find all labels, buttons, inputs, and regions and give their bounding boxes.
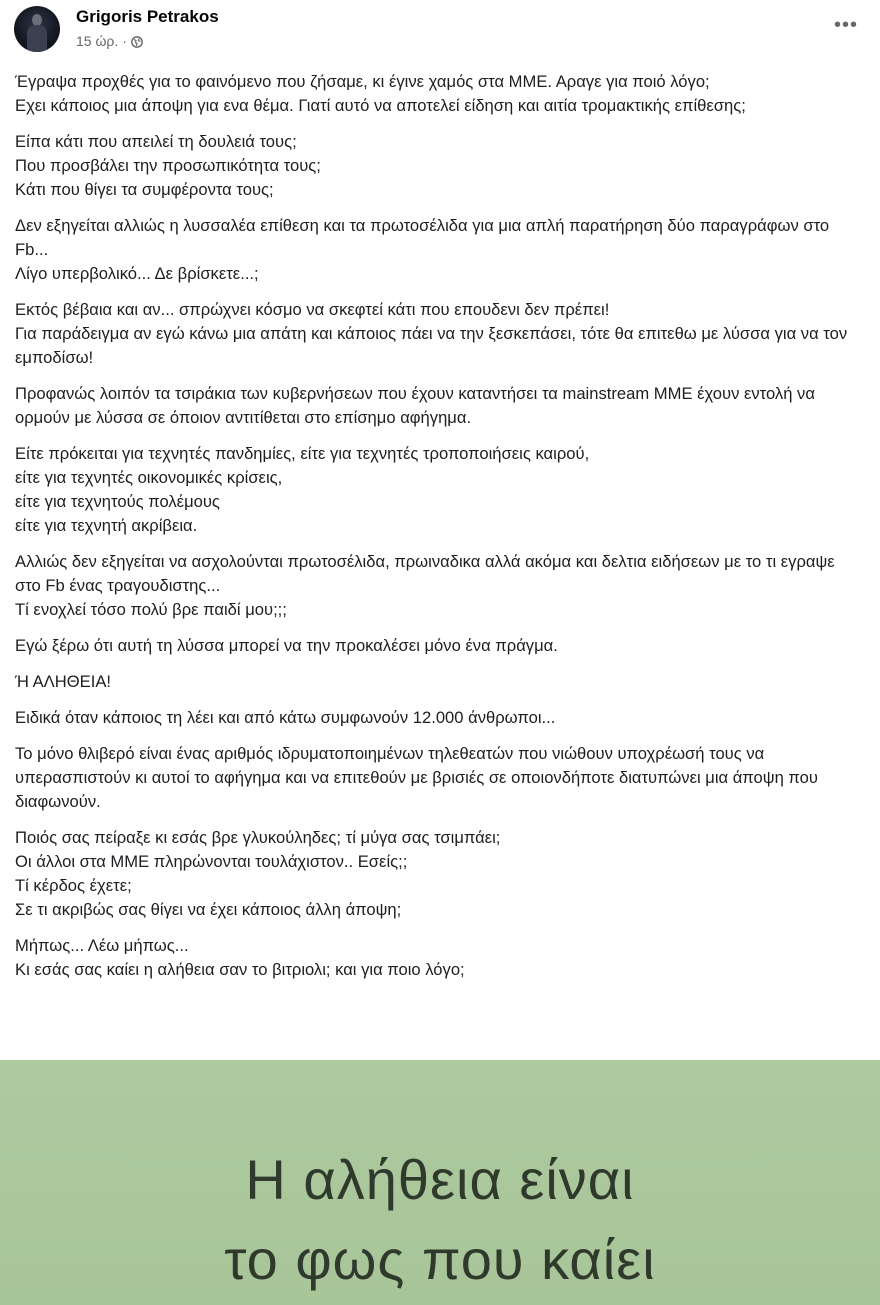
post-paragraph [15,742,865,814]
post-line: Κι εσάς σας καίει η αλήθεια σαν το βιτριολι; και για ποιο λόγο; [15,960,465,979]
post-line: Τί κέρδος έχετε; [15,876,132,895]
post-paragraph [15,214,865,286]
post-line: Είτε πρόκειται για τεχνητές πανδημίες, είτε για τεχνητές τροποποιήσεις καιρού, [15,444,590,463]
post-line: Ποιός σας πείραξε κι εσάς βρε γλυκούληδες; τί μύγα σας τσιμπάει; [15,828,501,847]
post-line: Το μόνο θλιβερό είναι ένας αριθμός ιδρυματοποιημένων τηλεθεατών που νιώθουν υποχρέωσή τους να υπερασπιστούν κι αυτοί το αφήγημα και να επιτεθούν με βρισιές σε οποιονδήποτε διατυπώνει μια άποψη που διαφωνούν. [15,744,818,811]
post-line: είτε για τεχνητούς πολέμους [15,492,220,511]
post-line: είτε για τεχνητή ακρίβεια. [15,516,198,535]
post-paragraph [15,442,865,538]
quote-line-2: το φως που καίει [224,1228,656,1291]
post-line: Που προσβάλει την προσωπικότητα τους; [15,156,321,175]
author-name[interactable]: Grigoris Petrakos [76,7,219,26]
post-line: Σε τι ακριβώς σας θίγει να έχει κάποιος άλλη άποψη; [15,900,402,919]
post-text [15,70,865,994]
meta-separator: · [122,33,127,49]
post-line: Εκτός βέβαια και αν... σπρώχνει κόσμο να σκεφτεί κάτι που επουδενι δεν πρέπει! [15,300,610,319]
post-line: Κάτι που θίγει τα συμφέροντα τους; [15,180,274,199]
post-line: Ή ΑΛΗΘΕΙΑ! [15,672,111,691]
post-line: Έγραψα προχθές για το φαινόμενο που ζήσαμε, κι έγινε χαμός στα ΜΜΕ. Αραγε για ποιό λόγο; [15,72,710,91]
post-paragraph [15,670,865,694]
post-paragraph [15,706,865,730]
post-line: Αλλιώς δεν εξηγείται να ασχολούνται πρωτοσέλιδα, πρωιναδικα αλλά ακόμα και δελτια ειδήσεων με το τι εγραψε στο Fb ένας τραγουδιστης... [15,552,835,595]
post-paragraph [15,550,865,622]
post-paragraph [15,934,865,982]
post-meta [76,33,143,49]
post-paragraph [15,634,865,658]
post-time[interactable]: 15 ώρ. [76,33,119,49]
post-line: Είπα κάτι που απειλεί τη δουλειά τους; [15,132,297,151]
post-line: Οι άλλοι στα ΜΜΕ πληρώνονται τουλάχιστον.. Εσείς;; [15,852,408,871]
quote-line-1: Η αλήθεια είναι [245,1148,635,1211]
post-line: Ειδικά όταν κάποιος τη λέει και από κάτω συμφωνούν 12.000 άνθρωποι... [15,708,556,727]
quote-text [0,1140,880,1300]
author-avatar[interactable] [14,6,60,52]
quote-image [0,1060,880,1305]
globe-icon[interactable] [131,35,143,47]
post-paragraph [15,130,865,202]
post-line: Μήπως... Λέω μήπως... [15,936,189,955]
post-paragraph [15,70,865,118]
post-line: Λίγο υπερβολικό... Δε βρίσκετε...; [15,264,259,283]
post-line: Προφανώς λοιπόν τα τσιράκια των κυβερνήσεων που έχουν καταντήσει τα mainstream ΜΜΕ έχουν εντολή να ορμούν με λύσσα σε όποιον αντιτίθεται στο επίσημο αφήγημα. [15,384,815,427]
more-options-icon[interactable]: ••• [833,14,858,36]
post-line: Δεν εξηγείται αλλιώς η λυσσαλέα επίθεση και τα πρωτοσέλιδα για μια απλή παρατήρηση δύο παραγράφων στο Fb... [15,216,830,259]
post-paragraph [15,298,865,370]
post-line: Εγώ ξέρω ότι αυτή τη λύσσα μπορεί να την προκαλέσει μόνο ένα πράγμα. [15,636,558,655]
post-line: Τί ενοχλεί τόσο πολύ βρε παιδί μου;;; [15,600,287,619]
post-line: είτε για τεχνητές οικονομικές κρίσεις, [15,468,283,487]
post-line: Εχει κάποιος μια άποψη για ενα θέμα. Γιατί αυτό να αποτελεί είδηση και αιτία τρομακτικής επίθεσης; [15,96,746,115]
post-line: Για παράδειγμα αν εγώ κάνω μια απάτη και κάποιος πάει να την ξεσκεπάσει, τότε θα επιτεθω με λύσσα για να τον εμποδίσω! [15,324,848,367]
post-header [14,5,866,55]
avatar-figure-body [27,25,47,52]
post-paragraph [15,382,865,430]
post-paragraph [15,826,865,922]
